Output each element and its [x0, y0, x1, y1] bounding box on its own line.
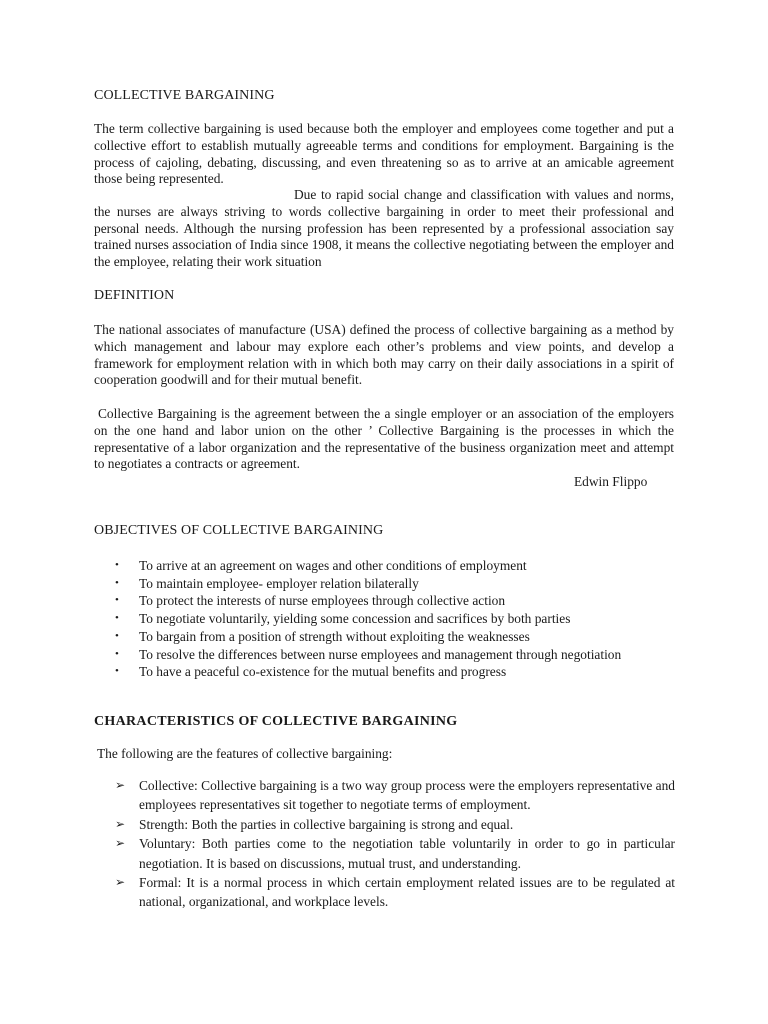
bullet-icon: • — [115, 629, 119, 642]
bullet-icon: • — [115, 594, 119, 607]
definition-paragraph-2: Collective Bargaining is the agreement between the a single employer or an association of the employers on the one hand and labor union on the other ’ Collective Bargaining is the processes in which the representative of a labor organization and the representative of the business organization meet and attempt to negotiates a contracts or agreement. — [94, 406, 674, 472]
list-item: • To arrive at an agreement on wages and other conditions of employment — [115, 558, 527, 573]
arrow-bullet-icon: ➢ — [115, 778, 126, 792]
list-item: • To resolve the differences between nurse employees and management through negotiation — [115, 646, 622, 662]
bullet-icon: • — [115, 576, 119, 589]
list-item: ➢ Strength: Both the parties in collective bargaining is strong and equal. — [115, 815, 675, 834]
list-item: ➢ Collective: Collective bargaining is a two way group process were the employers representative and employees representatives sit together to negotiate terms of employment. — [115, 778, 675, 813]
intro-paragraph-1: The term collective bargaining is used because both the employer and employees come together and put a collective effort to establish mutually agreeable terms and conditions for employment. Bargaining is the process of cajoling, debating, discussing, and even threatening so as to arrive at an amicable agreement those being represented. — [94, 121, 674, 187]
list-item: ➢ Voluntary: Both parties come to the negotiation table voluntarily in order to go in particular negotiation. It is based on discussions, mutual trust, and understanding. — [115, 836, 675, 871]
objectives-heading: OBJECTIVES OF COLLECTIVE BARGAINING — [94, 523, 384, 538]
objectives-list — [115, 557, 675, 681]
definition-paragraph-1: The national associates of manufacture (USA) defined the process of collective bargaining as a method by which management and labour may explore each other’s problems and view points, and develop a framework for employment relation with in which both may carry on their daily associations in a spirit of cooperation goodwill and for their mutual benefit. — [94, 322, 674, 388]
characteristics-heading: CHARACTERISTICS OF COLLECTIVE BARGAINING — [94, 714, 458, 729]
list-item: • To maintain employee- employer relation bilaterally — [115, 575, 419, 591]
list-item: ➢ Formal: It is a normal process in which certain employment related issues are to be regulated at national, organizational, and workplace levels. — [115, 875, 675, 910]
list-item: • To protect the interests of nurse employees through collective action — [115, 593, 506, 609]
definition-heading: DEFINITION — [94, 288, 175, 303]
document-title: COLLECTIVE BARGAINING — [94, 88, 275, 103]
intro-paragraph-2: Due to rapid social change and classification with values and norms, the nurses are always striving to words collective bargaining in order to meet their professional and personal needs. Although the nursing profession has been represented by a professional association say trained nurses association of India since 1908, it means the collective negotiating between the employer and the employee, relating their work situation — [94, 187, 674, 270]
list-item: • To bargain from a position of strength without exploiting the weaknesses — [115, 628, 530, 644]
arrow-bullet-icon: ➢ — [115, 836, 126, 851]
characteristics-intro: The following are the features of collective bargaining: — [97, 746, 393, 761]
arrow-bullet-icon: ➢ — [115, 816, 126, 831]
bullet-icon: • — [115, 612, 119, 625]
characteristics-list — [115, 776, 675, 912]
arrow-bullet-icon: ➢ — [115, 875, 126, 890]
bullet-icon: • — [115, 647, 119, 660]
bullet-icon: • — [115, 665, 119, 678]
definition-author: Edwin Flippo — [574, 474, 648, 489]
bullet-icon: • — [115, 559, 119, 571]
list-item: • To negotiate voluntarily, yielding some concession and sacrifices by both parties — [115, 611, 571, 627]
list-item: • To have a peaceful co-existence for the mutual benefits and progress — [115, 664, 507, 680]
